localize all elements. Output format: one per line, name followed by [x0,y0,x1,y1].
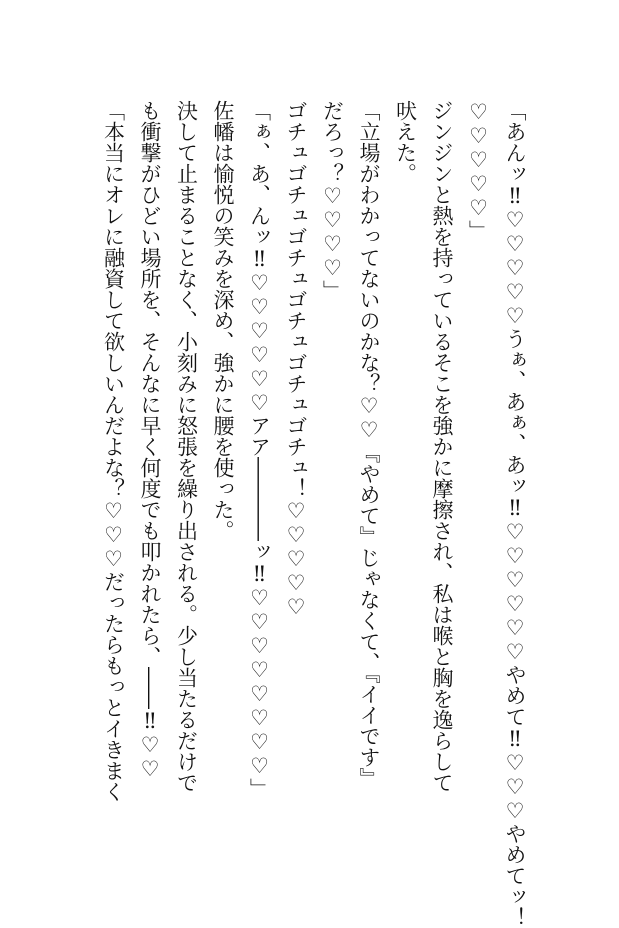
text-line: 「本当にオレに融資して欲しいんだよな？♡♡♡だったらもっとイきまく [101,100,126,802]
text-line: 決して止まることなく、小刻みに怒張を繰り出される。少し当たるだけで [174,100,199,793]
text-line: も衝撃がひどい場所を、そんなに早く何度でも叩かれたら、――‼♡♡ [138,100,162,781]
text-line: 「ぁ、あ、んッ‼♡♡♡♡♡♡アア――――ッ‼♡♡♡♡♡♡♡♡」 [247,100,272,799]
text-line: ゴチュゴチュゴチュゴチュゴチュゴチュ！♡♡♡♡♡ [284,100,308,619]
text-line: 佐幡は愉悦の笑みを深め、強かに腰を使った。 [211,100,235,541]
text-line: 「あんッ‼♡♡♡♡♡うぁ、あぁ、あッ‼♡♡♡♡♡♡やめて‼♡♡♡やめてッ！ [503,100,527,928]
text-line: ジンジンと熱を持っているそこを強かに摩擦され、私は喉と胸を逸らして [430,100,454,793]
text-line: 吠えた。 [393,100,418,184]
text-line: だろっ？♡♡♡♡」 [320,100,345,301]
text-line: 「立場がわかってないのかな？♡♡『やめて』じゃなくて、『イイです』 [357,100,381,789]
text-line: ♡♡♡♡♡」 [466,100,491,241]
vertical-text-body [33,100,533,928]
